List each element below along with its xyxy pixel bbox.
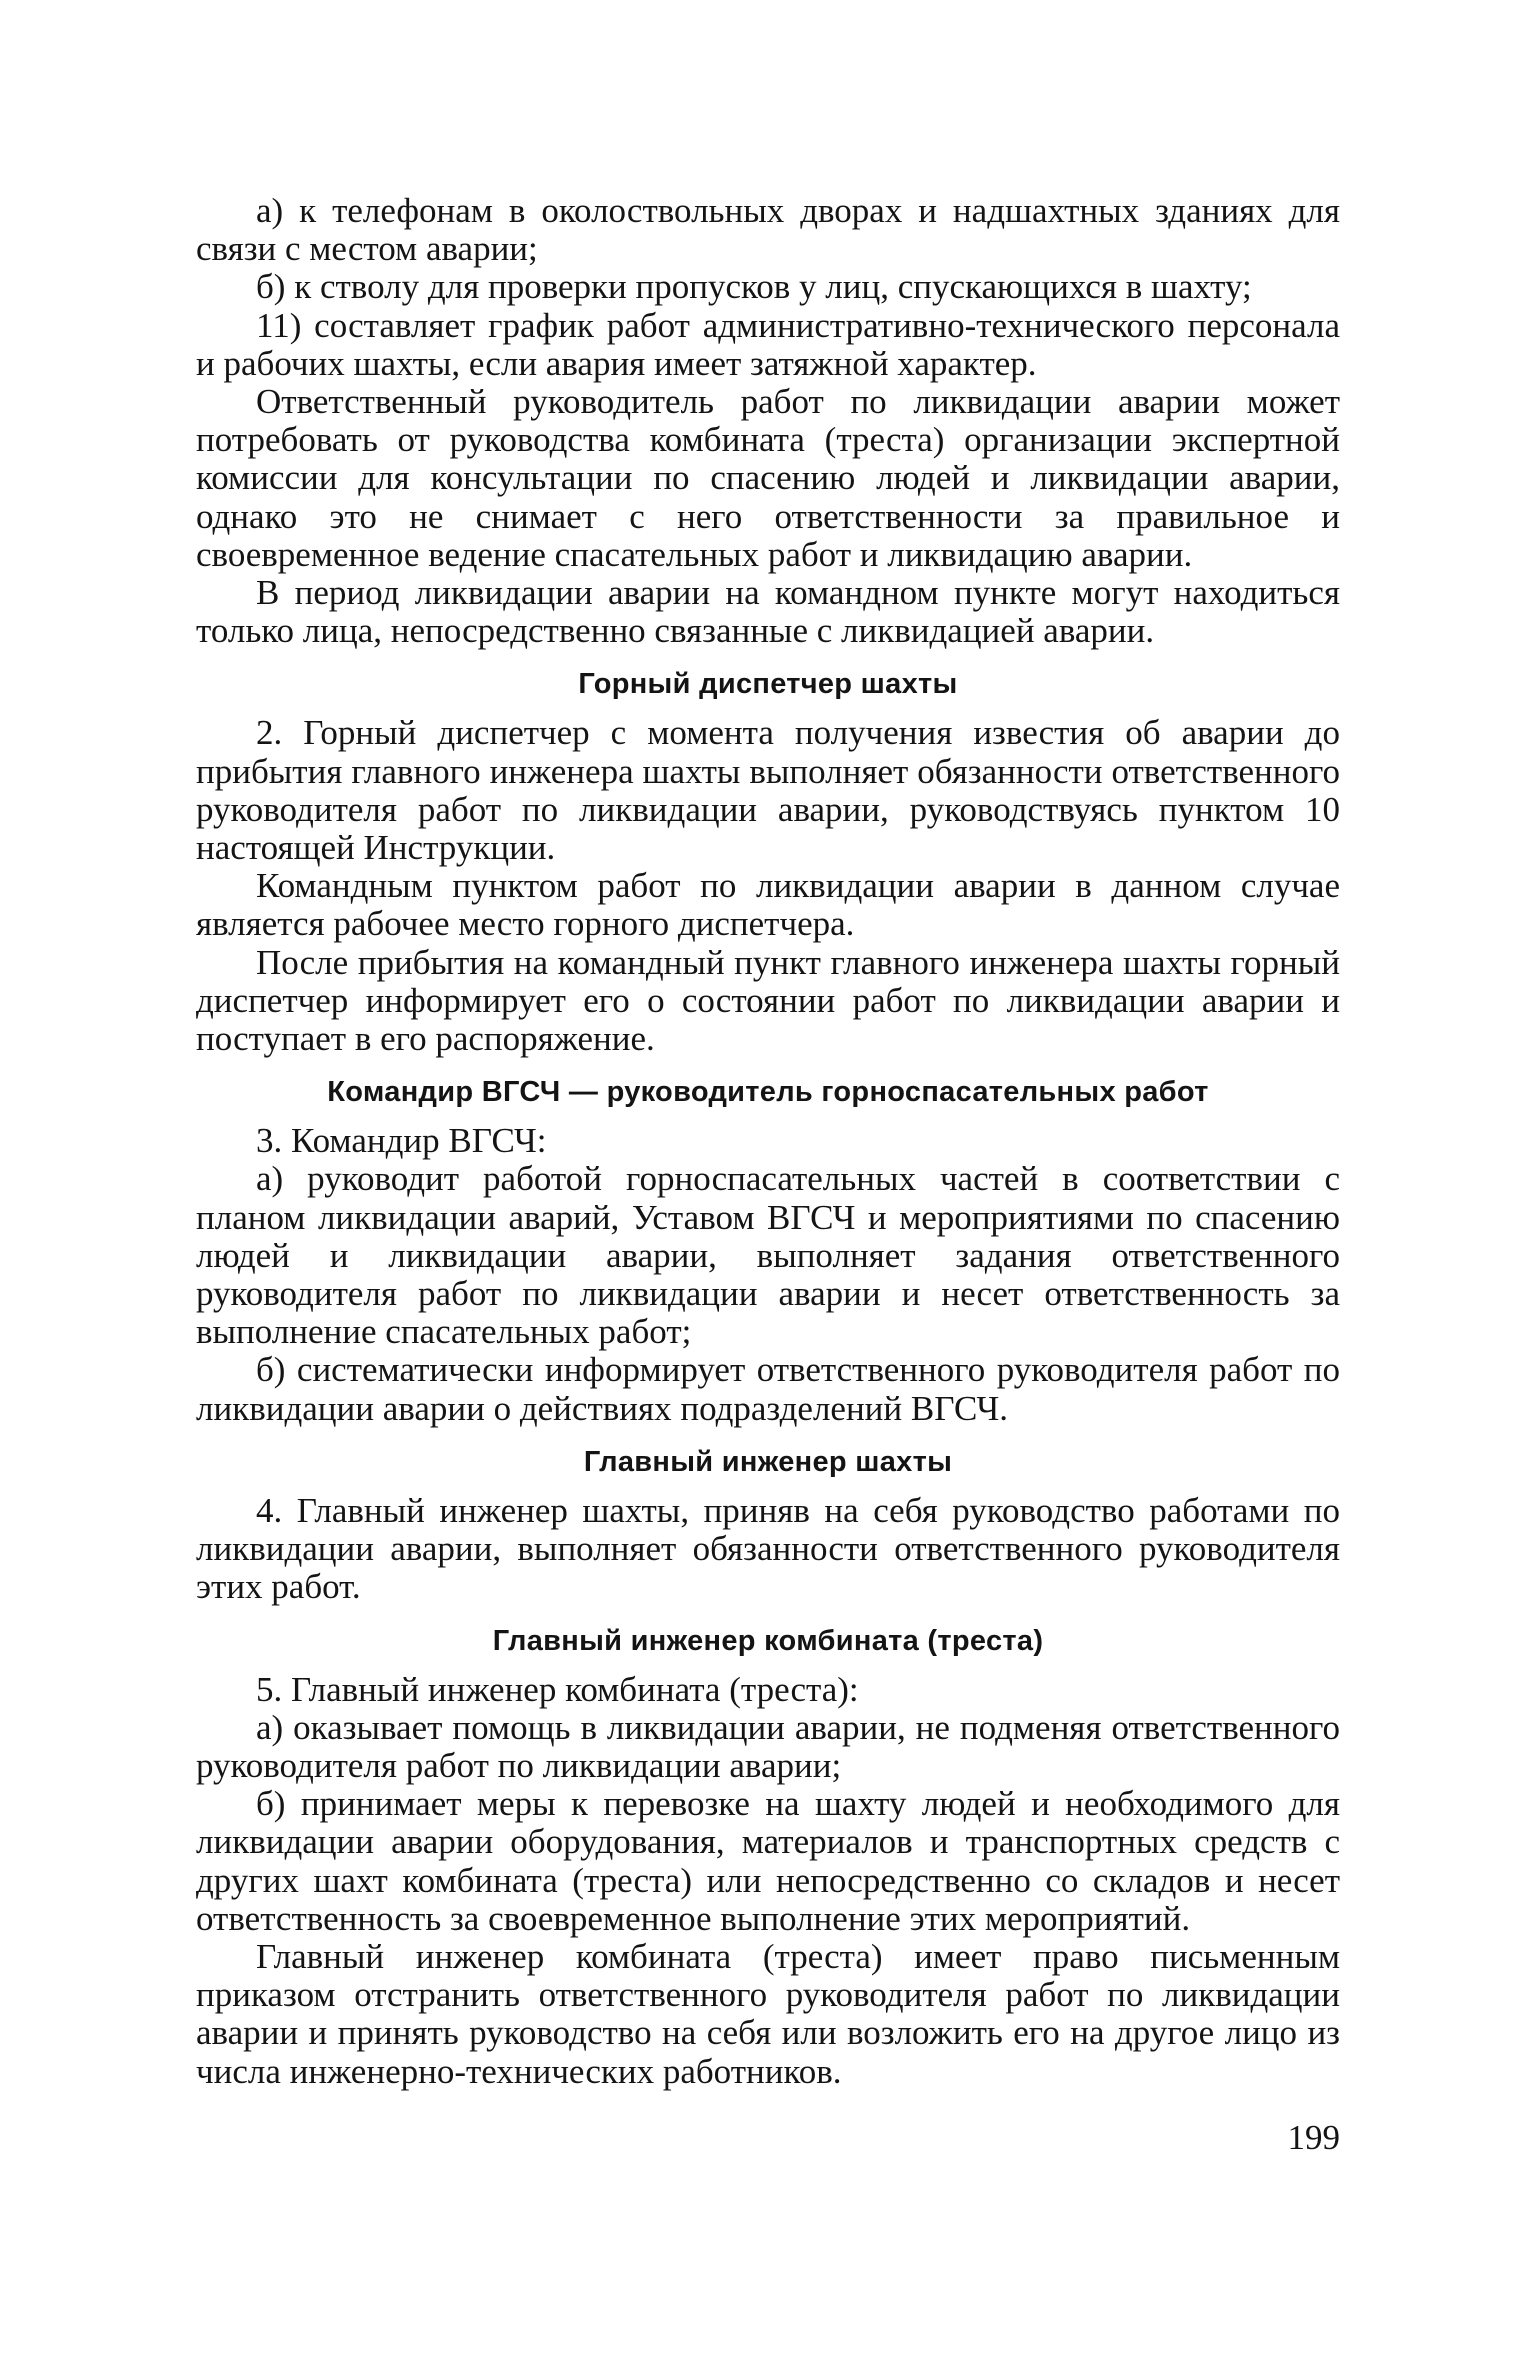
section-heading: Горный диспетчер шахты [578, 668, 958, 701]
paragraph: Главный инженер комбината (треста) имеет право письменным приказом отстранить ответственного руководителя работ по ликвидации аварии и принять руководство на себя или возложить его на другое лицо из числа инженерно-технических работников. [196, 1936, 1340, 2091]
paragraph: 3. Командир ВГСЧ: [256, 1121, 547, 1161]
page-number: 199 [1287, 2118, 1340, 2157]
section-heading: Командир ВГСЧ — руководитель горноспасательных работ [327, 1076, 1209, 1109]
paragraph: Ответственный руководитель работ по ликвидации аварии может потребовать от руководства комбината (треста) организации экспертной комиссии для консультации по спасению людей и ликвидации аварии, однако это не снимает с него ответственности за правильное и своевременное ведение спасательных работ и ликвидацию аварии. [196, 382, 1340, 574]
section-heading: Главный инженер комбината (треста) [492, 1624, 1044, 1657]
paragraph: а) руководит работой горноспасательных частей в соответствии с планом ликвидации аварий, Уставом ВГСЧ и мероприятиями по спасению людей и ликвидации аварии, выполняет задания ответственного руководителя работ по ликвидации аварии и несет ответственность за выполнение спасательных работ; [196, 1159, 1340, 1352]
paragraph: 5. Главный инженер комбината (треста): [256, 1669, 859, 1709]
paragraph: а) к телефонам в околоствольных дворах и надшахтных зданиях для связи с местом аварии; [196, 191, 1340, 269]
paragraph: Командным пунктом работ по ликвидации аварии в данном случае является рабочее место горного диспетчера. [196, 866, 1340, 944]
page-text [196, 192, 1340, 2091]
paragraph: 2. Горный диспетчер с момента получения известия об аварии до прибытия главного инженера шахты выполняет обязанности ответственного руководителя работ по ликвидации аварии, руководствуясь пунктом 10 настоящей Инструкции. [196, 713, 1340, 868]
paragraph: В период ликвидации аварии на командном пункте могут находиться только лица, непосредственно связанные с ликвидацией аварии. [196, 573, 1340, 651]
paragraph: б) систематически информирует ответственного руководителя работ по ликвидации аварии о действиях подразделений ВГСЧ. [196, 1350, 1340, 1428]
paragraph: б) принимает меры к перевозке на шахту людей и необходимого для ликвидации аварии оборудования, материалов и транспортных средств с других шахт комбината (треста) или непосредственно со складов и несет ответственность за своевременное выполнение этих мероприятий. [196, 1784, 1340, 1938]
paragraph: После прибытия на командный пункт главного инженера шахты горный диспетчер информирует его о состоянии работ по ликвидации аварии и поступает в его распоряжение. [196, 942, 1340, 1059]
section-heading: Главный инженер шахты [583, 1445, 953, 1478]
paragraph: б) к стволу для проверки пропусков у лиц, спускающихся в шахту; [256, 267, 1252, 307]
paragraph: а) оказывает помощь в ликвидации аварии, не подменяя ответственного руководителя работ по ликвидации аварии; [196, 1707, 1340, 1785]
paragraph: 4. Главный инженер шахты, приняв на себя руководство работами по ликвидации аварии, выполняет обязанности ответственного руководителя этих работ. [196, 1490, 1340, 1607]
paragraph: 11) составляет график работ административно-технического персонала и рабочих шахты, если авария имеет затяжной характер. [196, 305, 1340, 383]
